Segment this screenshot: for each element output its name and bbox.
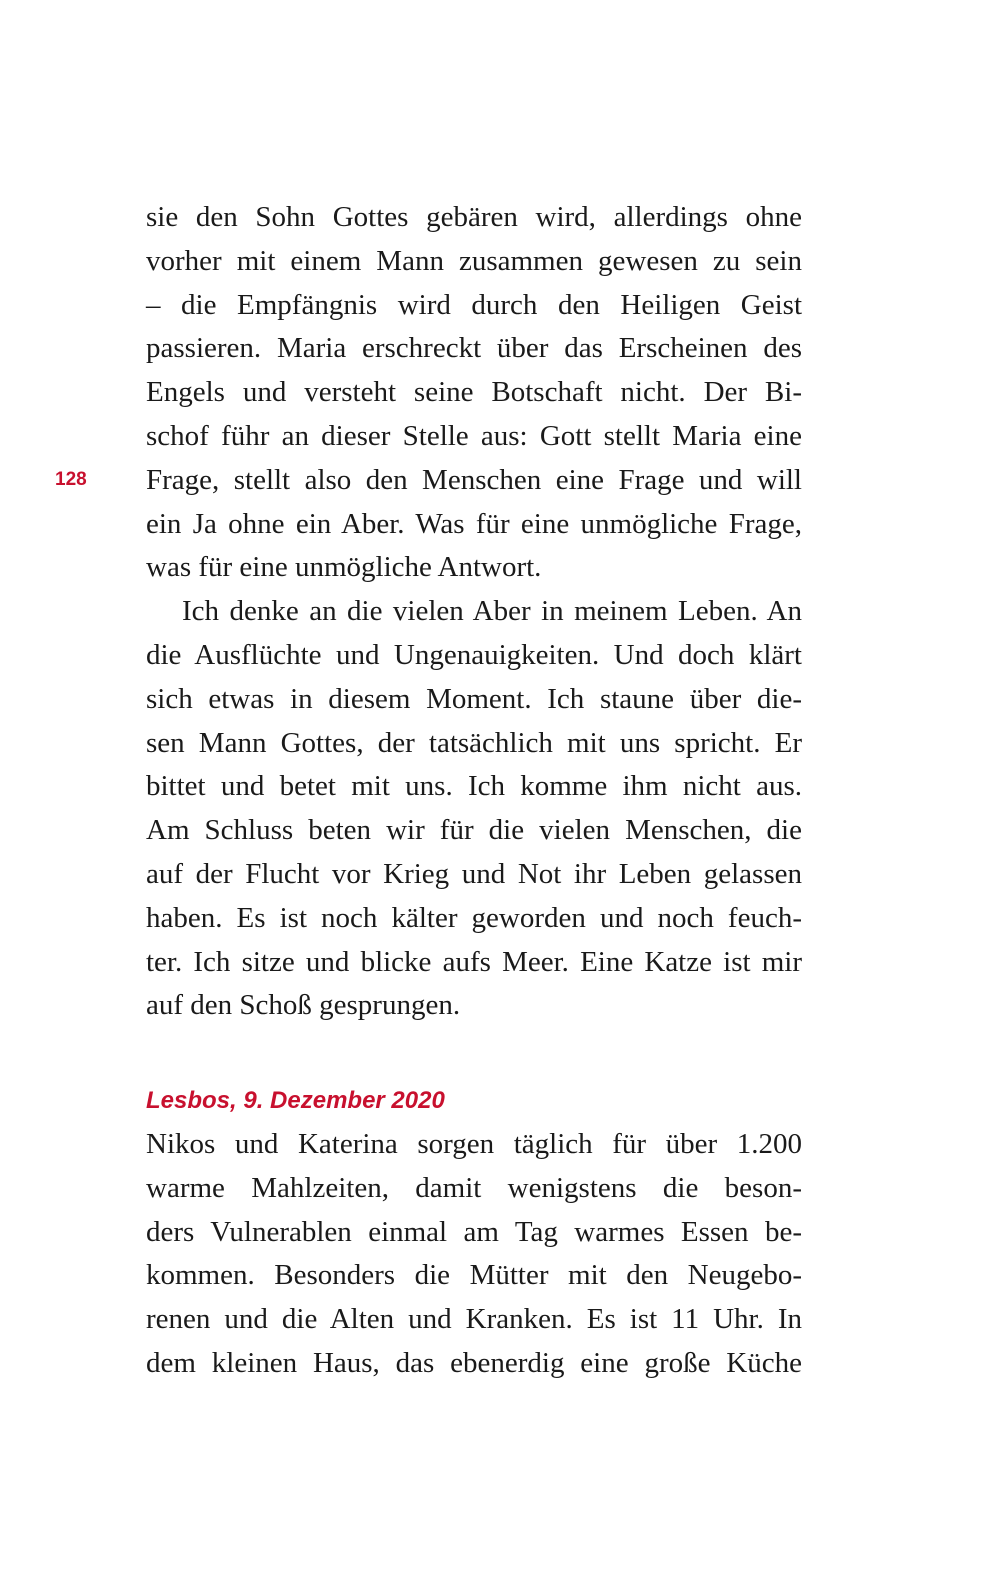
text-line: dem kleinen Haus, das ebenerdig eine große Küche bbox=[146, 1346, 802, 1379]
text-line: die Ausflüchte und Ungenauigkeiten. Und doch klärt bbox=[146, 638, 802, 671]
text-line: sen Mann Gottes, der tatsächlich mit uns spricht. Er bbox=[146, 726, 802, 759]
text-line: ter. Ich sitze und blicke aufs Meer. Eine Katze ist mir bbox=[146, 945, 802, 978]
text-line: Engels und versteht seine Botschaft nicht. Der Bi- bbox=[146, 376, 802, 409]
text-line: sich etwas in diesem Moment. Ich staune über die- bbox=[146, 682, 802, 715]
text-line: Nikos und Katerina sorgen täglich für über 1.200 bbox=[146, 1127, 802, 1160]
body-text bbox=[146, 196, 802, 1386]
text-line: was für eine unmögliche Antwort. bbox=[146, 551, 542, 584]
text-line: haben. Es ist noch kälter geworden und noch feuch- bbox=[146, 901, 802, 934]
text-line: vorher mit einem Mann zusammen gewesen zu sein bbox=[146, 244, 802, 277]
text-line: auf den Schoß gesprungen. bbox=[146, 989, 461, 1022]
text-line: schof führ an dieser Stelle aus: Gott stellt Maria eine bbox=[146, 419, 802, 452]
text-line: renen und die Alten und Kranken. Es ist 11 Uhr. In bbox=[146, 1303, 802, 1336]
paragraph bbox=[146, 1123, 802, 1386]
text-line: kommen. Besonders die Mütter mit den Neugebo- bbox=[146, 1259, 802, 1292]
paragraph bbox=[146, 196, 802, 590]
text-line: ein Ja ohne ein Aber. Was für eine unmögliche Frage, bbox=[146, 507, 802, 540]
text-line: Ich denke an die vielen Aber in meinem Leben. An bbox=[182, 595, 802, 628]
text-line: Am Schluss beten wir für die vielen Menschen, die bbox=[146, 814, 802, 847]
text-line: – die Empfängnis wird durch den Heiligen Geist bbox=[146, 288, 802, 321]
section-heading: Lesbos, 9. Dezember 2020 bbox=[146, 1087, 445, 1115]
text-line: passieren. Maria erschreckt über das Erscheinen des bbox=[146, 332, 802, 365]
text-line: auf der Flucht vor Krieg und Not ihr Leben gelassen bbox=[146, 857, 802, 890]
text-line: Frage, stellt also den Menschen eine Frage und will bbox=[146, 463, 802, 496]
page-number: 128 bbox=[55, 469, 87, 490]
text-line: bittet und betet mit uns. Ich komme ihm nicht aus. bbox=[146, 770, 802, 803]
text-line: ders Vulnerablen einmal am Tag warmes Essen be- bbox=[146, 1215, 802, 1248]
paragraph bbox=[146, 590, 802, 1028]
text-line: warme Mahlzeiten, damit wenigstens die beson- bbox=[146, 1171, 802, 1204]
text-line: sie den Sohn Gottes gebären wird, allerdings ohne bbox=[146, 201, 802, 233]
